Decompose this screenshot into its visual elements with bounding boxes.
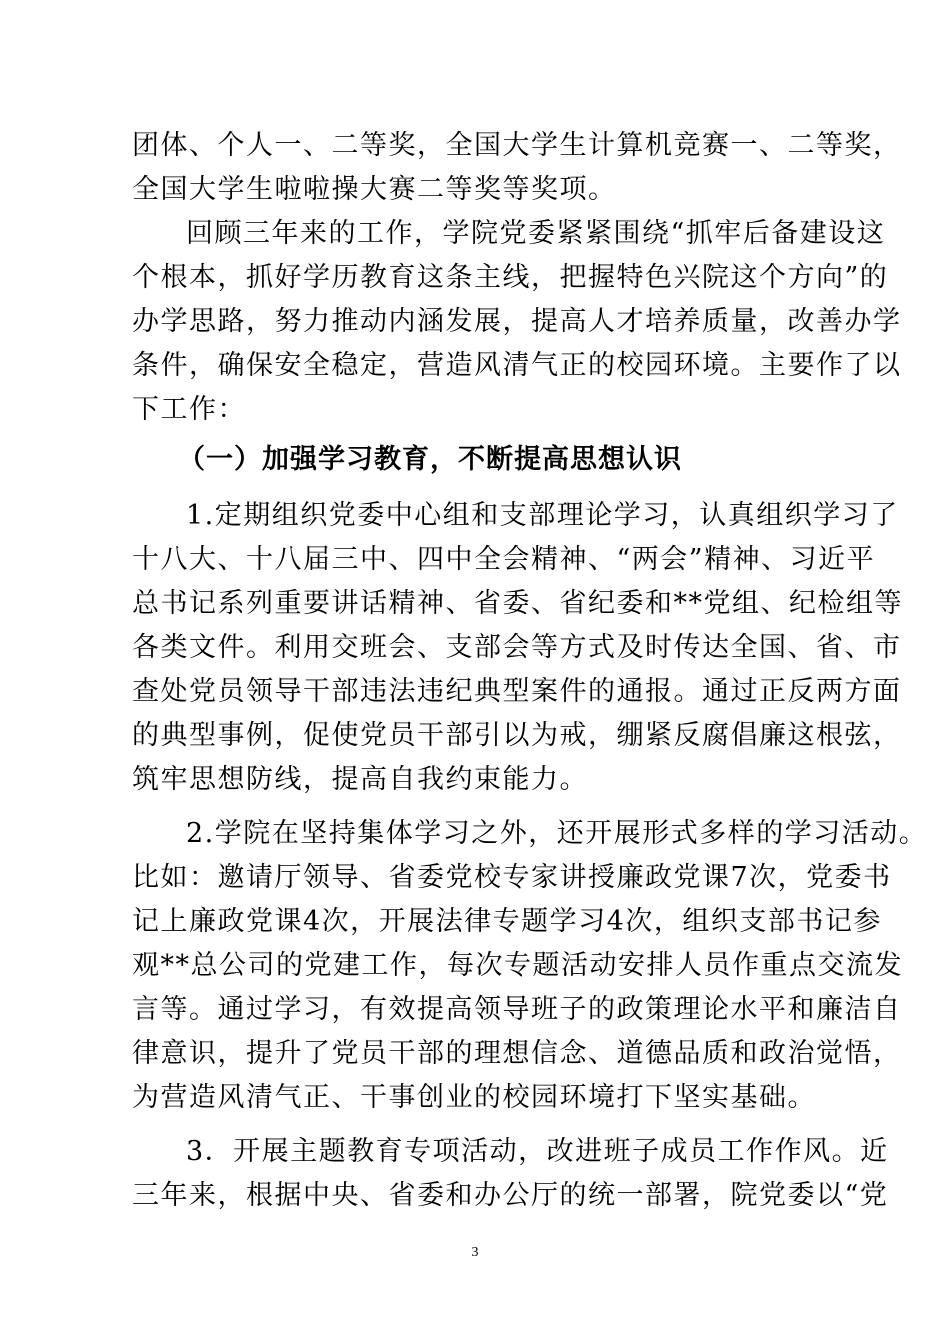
paragraph-line: 总书记系列重要讲话精神、省委、省纪委和**党组、纪检组等 — [132, 588, 903, 619]
paragraph-line: 回顾三年来的工作，学院党委紧紧围绕“抓牢后备建设这 — [186, 218, 886, 249]
page-number: 3 — [471, 1245, 479, 1260]
paragraph-line: 个根本，抓好学历教育这条主线，把握特色兴院这个方向”的 — [132, 262, 889, 293]
paragraph-line: 十八大、十八届三中、四中全会精神、“两会”精神、习近平 — [132, 544, 876, 575]
paragraph-line: 查处党员领导干部违法违纪典型案件的通报。通过正反两方面 — [132, 676, 902, 707]
paragraph-line: 筑牢思想防线，提高自我约束能力。 — [132, 764, 588, 795]
paragraph-line: 言等。通过学习，有效提高领导班子的政策理论水平和廉洁自 — [132, 994, 902, 1025]
paragraph-line: 各类文件。利用交班会、支部会等方式及时传达全国、省、市 — [132, 632, 902, 663]
paragraph-line: 比如：邀请厅领导、省委党校专家讲授廉政党课7次，党委书 — [132, 862, 892, 893]
paragraph-line: 条件，确保安全稳定，营造风清气正的校园环境。主要作了以 — [132, 350, 902, 381]
paragraph-line: 律意识，提升了党员干部的理想信念、道德品质和政治觉悟， — [132, 1038, 902, 1069]
paragraph-line: 记上廉政党课4次，开展法律专题学习4次，组织支部书记参 — [132, 906, 882, 937]
paragraph-line: 三年来，根据中央、省委和办公厅的统一部署，院党委以“党 — [132, 1180, 889, 1211]
paragraph-line: 为营造风清气正、干事创业的校园环境打下坚实基础。 — [132, 1082, 816, 1113]
paragraph-line: 团体、个人一、二等奖，全国大学生计算机竞赛一、二等奖， — [132, 130, 902, 161]
paragraph-line: 办学思路，努力推动内涵发展，提高人才培养质量，改善办学 — [132, 306, 902, 337]
paragraph-line: 全国大学生啦啦操大赛二等奖等奖项。 — [132, 174, 617, 205]
paragraph-line: 2.学院在坚持集体学习之外，还开展形式多样的学习活动。 — [186, 818, 928, 849]
section-heading: （一）加强学习教育，不断提高思想认识 — [178, 444, 682, 475]
paragraph-line: 观**总公司的党建工作，每次专题活动安排人员作重点交流发 — [132, 950, 903, 981]
paragraph-line: 的典型事例，促使党员干部引以为戒，绷紧反腐倡廉这根弦， — [132, 720, 902, 751]
paragraph-line: 1.定期组织党委中心组和支部理论学习，认真组织学习了 — [186, 500, 899, 531]
paragraph-line: 下工作： — [132, 394, 246, 425]
paragraph-line: 3．开展主题教育专项活动，改进班子成员工作作风。近 — [186, 1136, 889, 1167]
